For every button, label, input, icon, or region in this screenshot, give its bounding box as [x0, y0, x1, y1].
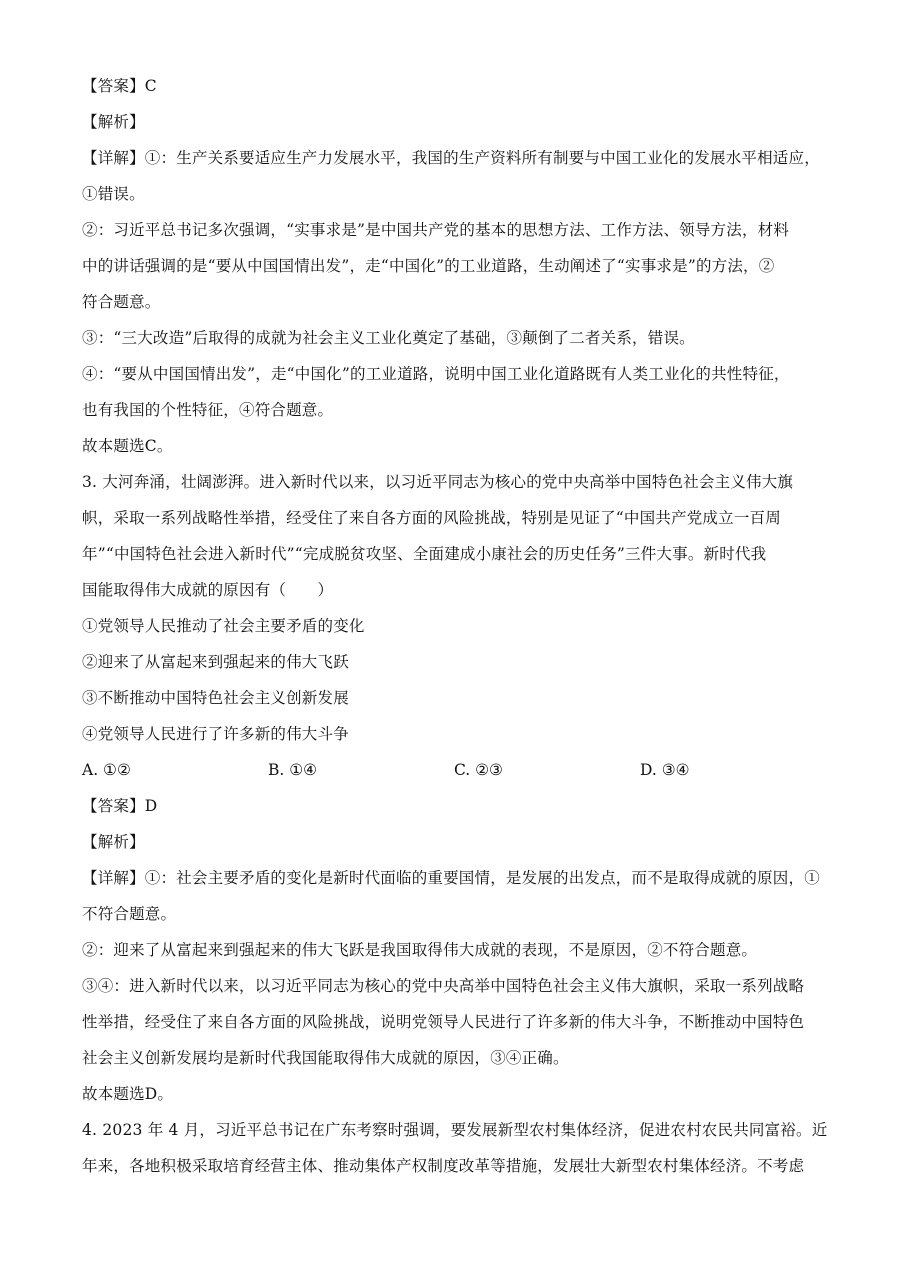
q4-stem-line: 年来，各地积极采取培育经营主体、推动集体产权制度改革等措施，发展壮大新型农村集体经济。不考虑: [82, 1157, 805, 1175]
q2-analysis-label: 【解析】: [82, 113, 145, 131]
q3-analysis-label: 【解析】: [82, 833, 145, 851]
q3-conclusion: 故本题选D。: [82, 1085, 174, 1103]
q2-detail-line: 中的讲话强调的是“要从中国国情出发”，走“中国化”的工业道路，生动阐述了“实事求是”的方法，②: [82, 257, 775, 275]
q3-detail-line: ③④：进入新时代以来，以习近平同志为核心的党中央高举中国特色社会主义伟大旗帜，采取一系列战略: [82, 977, 805, 995]
q3-statement: ③不断推动中国特色社会主义创新发展: [82, 689, 349, 707]
q2-detail-line: ④：“要从中国国情出发”，走“中国化”的工业道路，说明中国工业化道路既有人类工业化的共性特征，: [82, 365, 790, 383]
q3-option-d: D. ③④: [640, 761, 690, 779]
q3-option-a: A. ①②: [82, 761, 131, 779]
q2-conclusion: 故本题选C。: [82, 437, 173, 455]
q3-stem-line: 帜，采取一系列战略性举措，经受住了来自各方面的风险挑战，特别是见证了“中国共产党成立一百周: [82, 509, 781, 527]
document-page: [82, 68, 830, 1184]
q3-stem-line: 年”“中国特色社会进入新时代”“完成脱贫攻坚、全面建成小康社会的历史任务”三件大事。新时代我: [82, 545, 767, 563]
q3-statement: ④党领导人民进行了许多新的伟大斗争: [82, 725, 349, 743]
q3-detail-line: 不符合题意。: [82, 905, 177, 923]
q2-detail-line: ②：习近平总书记多次强调，“实事求是”是中国共产党的基本的思想方法、工作方法、领导方法，材料: [82, 221, 790, 239]
q2-detail-line: ③：“三大改造”后取得的成就为社会主义工业化奠定了基础，③颠倒了二者关系，错误。: [82, 329, 695, 347]
q3-statement: ①党领导人民推动了社会主要矛盾的变化: [82, 617, 365, 635]
q2-answer: 【答案】C: [82, 77, 157, 95]
q3-statement: ②迎来了从富起来到强起来的伟大飞跃: [82, 653, 349, 671]
q3-detail-line: ②：迎来了从富起来到强起来的伟大飞跃是我国取得伟大成就的表现，不是原因，②不符合题意。: [82, 941, 758, 959]
q2-detail-line: ①错误。: [82, 185, 145, 203]
q3-detail-line: 性举措，经受住了来自各方面的风险挑战，说明党领导人民进行了许多新的伟大斗争，不断推动中国特色: [82, 1013, 805, 1031]
q3-option-b: B. ①④: [268, 761, 318, 779]
q3-options: [82, 752, 830, 788]
q3-stem-line: 国能取得伟大成就的原因有（ ）: [82, 581, 334, 599]
q3-option-c: C. ②③: [454, 761, 503, 779]
q3-stem-line: 3. 大河奔涌，壮阔澎湃。进入新时代以来，以习近平同志为核心的党中央高举中国特色社会主义伟大旗: [82, 473, 794, 491]
q3-answer: 【答案】D: [82, 797, 158, 815]
q2-detail-line: 符合题意。: [82, 293, 161, 311]
q3-detail-line: 社会主义创新发展均是新时代我国能取得伟大成就的原因，③④正确。: [82, 1049, 569, 1067]
q3-detail-line: 【详解】①：社会主要矛盾的变化是新时代面临的重要国情，是发展的出发点，而不是取得成就的原因，①: [82, 869, 820, 887]
q2-detail-line: 也有我国的个性特征，④符合题意。: [82, 401, 334, 419]
q4-stem-line: 4. 2023 年 4 月，习近平总书记在广东考察时强调，要发展新型农村集体经济，促进农村农民共同富裕。近: [82, 1121, 828, 1139]
q2-detail-line: 【详解】①：生产关系要适应生产力发展水平，我国的生产资料所有制要与中国工业化的发展水平相适应，: [82, 149, 820, 167]
